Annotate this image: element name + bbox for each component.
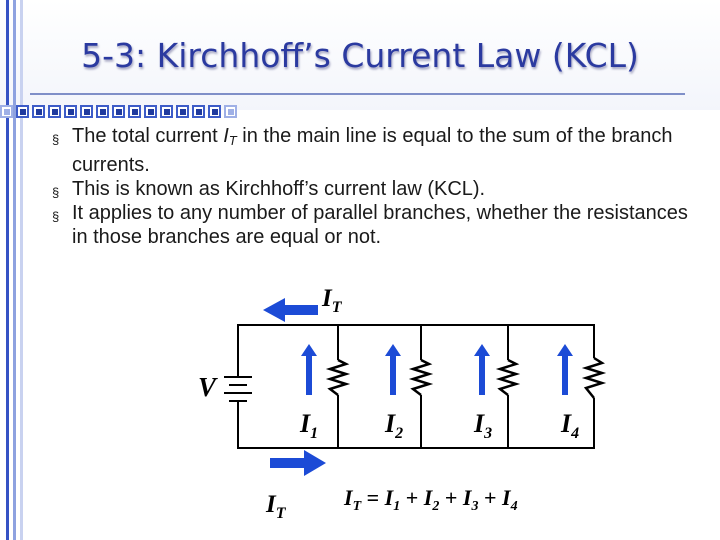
left-arrow-icon (263, 298, 318, 322)
resistor-icon (413, 360, 429, 395)
resistor-icon (500, 360, 516, 395)
right-arrow-icon (270, 450, 326, 476)
bullet-text: It applies to any number of parallel branches, whether the resistances in those branches are equal or not. (72, 202, 688, 248)
resistors (330, 358, 602, 398)
branch-current-label: $I_3$ (474, 409, 493, 442)
kcl-equation: $I_T = I_1 + I_2 + I_3 + I_4$ (344, 485, 518, 514)
top-current-label: $I_T$ (322, 285, 342, 316)
branch-current-label: $I_1$ (300, 409, 319, 442)
up-arrow-icon (474, 344, 490, 395)
resistor-icon (330, 360, 346, 395)
bottom-current-label: $I_T$ (266, 491, 286, 522)
bullet-text: This is known as Kirchhoff’s current law (KCL). (72, 178, 486, 200)
branch-current-label: $I_2$ (385, 409, 404, 442)
up-arrow-icon (301, 344, 317, 395)
bullet-text: in the main line is equal to the sum of the branch currents. (72, 125, 673, 176)
bullet-icon: § (52, 209, 60, 224)
bullet-icon: § (52, 185, 60, 200)
bullet-text: The total current (72, 125, 224, 147)
branch-current-label: $I_4$ (561, 409, 580, 442)
current-symbol: I (223, 125, 229, 147)
up-arrow-icon (385, 344, 401, 395)
resistor-icon (586, 358, 602, 398)
slide-title: 5-3: Kirchhoff’s Current Law (KCL) (81, 36, 639, 75)
current-subscript: T (228, 133, 237, 148)
up-arrow-icon (557, 344, 573, 395)
bullet-icon: § (52, 132, 60, 147)
source-label: V (198, 372, 217, 402)
battery-icon (224, 375, 252, 407)
bottom-wire (238, 398, 594, 448)
circuit-wires (238, 325, 594, 448)
